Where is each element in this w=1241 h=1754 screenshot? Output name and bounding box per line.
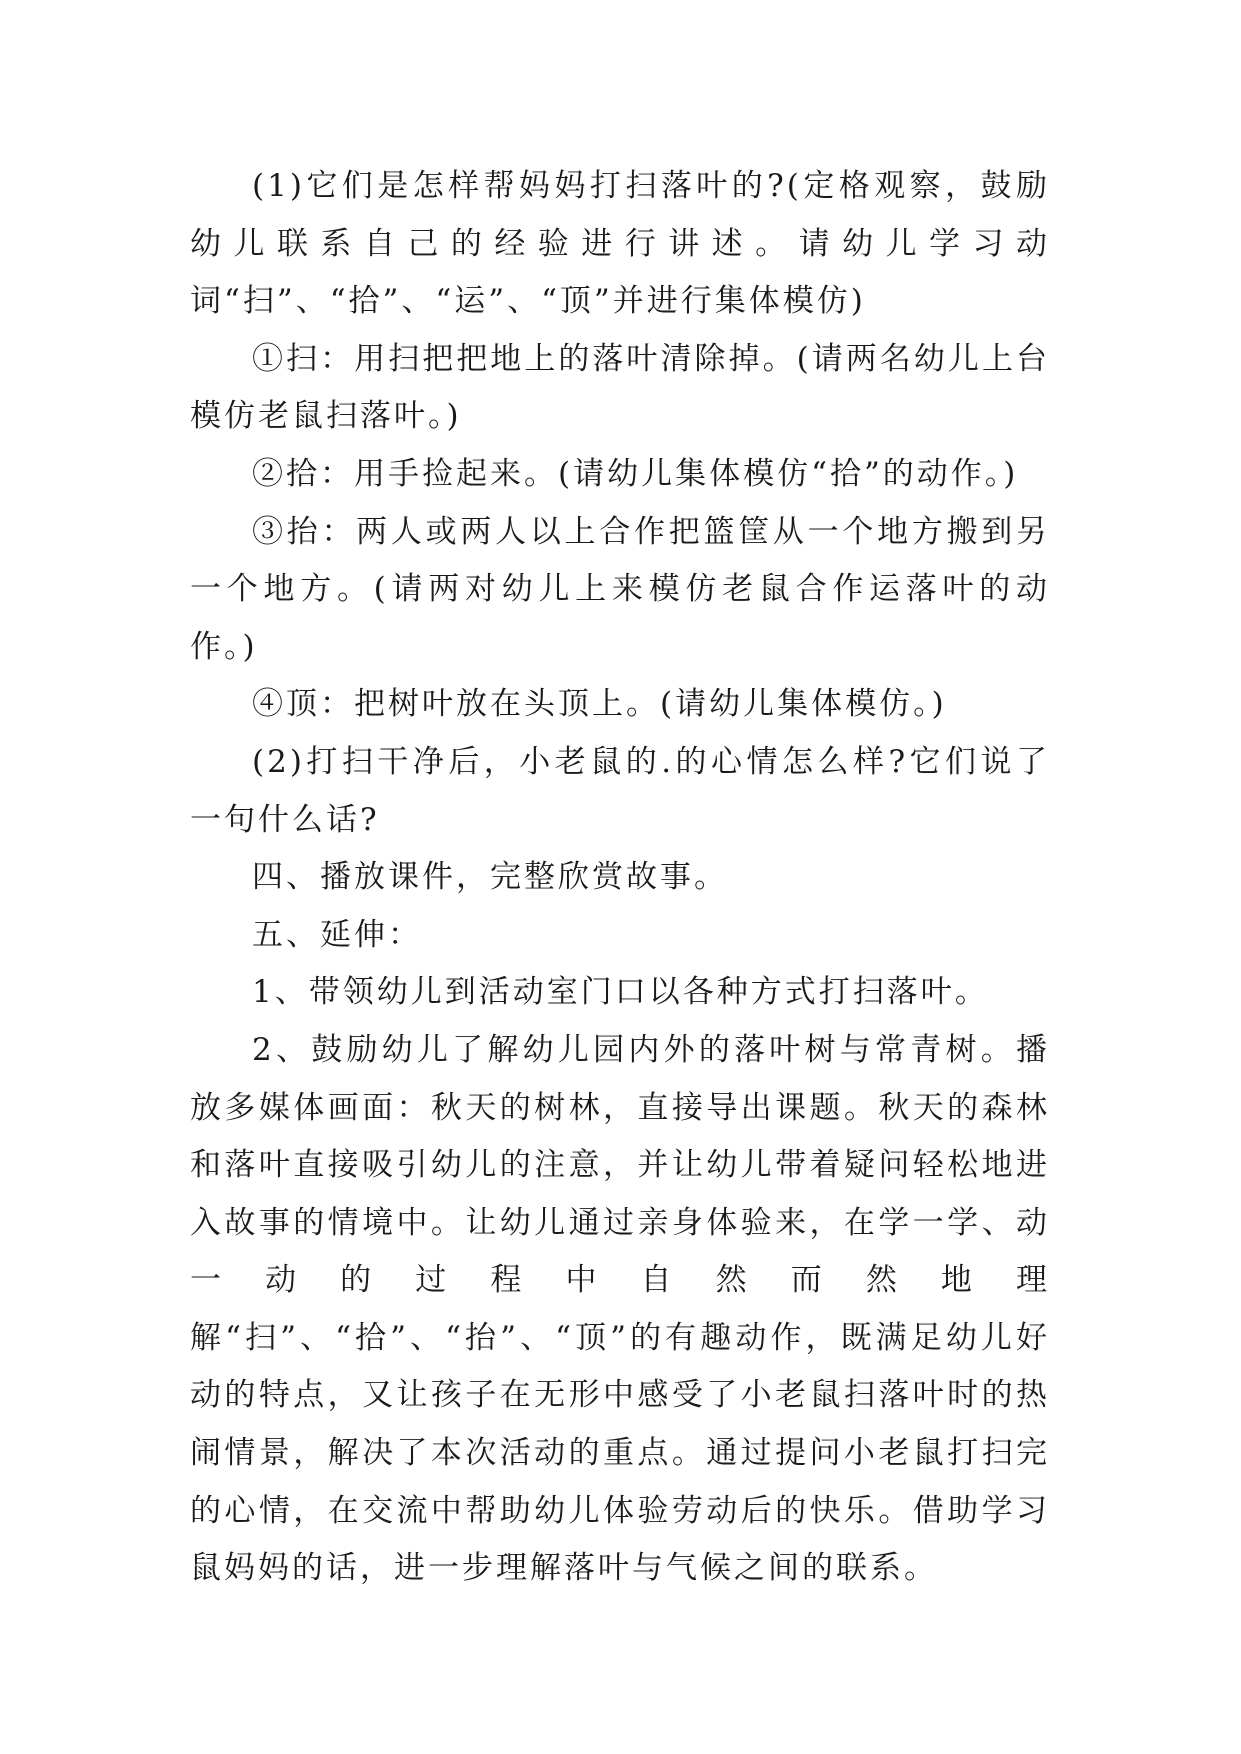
- paragraph-question-2: (2)打扫干净后，小老鼠的.的心情怎么样?它们说了一句什么话?: [190, 743, 1050, 838]
- paragraph-question-1: (1)它们是怎样帮妈妈打扫落叶的?(定格观察，鼓励幼儿联系自己的经验进行讲述。请幼儿学习动词“扫”、“拾”、“运”、“顶”并进行集体模仿): [190, 168, 1050, 320]
- section-heading-four: 四、播放课件，完整欣赏故事。: [252, 859, 728, 896]
- paragraph-head-carry: ④顶：把树叶放在头顶上。(请幼儿集体模仿。): [252, 686, 947, 723]
- document-body: [190, 158, 1050, 1598]
- extension-item-1: 1、带领幼儿到活动室门口以各种方式打扫落叶。: [252, 974, 989, 1011]
- paragraph-pick-up: ②拾：用手捡起来。(请幼儿集体模仿“拾”的动作。): [252, 455, 1019, 492]
- section-heading-five: 五、延伸：: [252, 916, 422, 953]
- extension-item-2: 2、鼓励幼儿了解幼儿园内外的落叶树与常青树。播放多媒体画面：秋天的树林，直接导出课题。秋天的森林和落叶直接吸引幼儿的注意，并让幼儿带着疑问轻松地进入故事的情境中。让幼儿通过亲身体验来，在学一学、动一动的过程中自然而然地理解“扫”、“拾”、“抬”、“顶”的有趣动作，既满足幼儿好动的特点，又让孩子在无形中感受了小老鼠扫落叶时的热闹情景，解决了本次活动的重点。通过提问小老鼠打扫完的心情，在交流中帮助幼儿体验劳动后的快乐。借助学习鼠妈妈的话，进一步理解落叶与气候之间的联系。: [190, 1031, 1050, 1587]
- paragraph-sweep: ①扫：用扫把把地上的落叶清除掉。(请两名幼儿上台模仿老鼠扫落叶。): [190, 340, 1050, 435]
- paragraph-carry: ③抬：两人或两人以上合作把篮筐从一个地方搬到另一个地方。(请两对幼儿上来模仿老鼠合作运落叶的动作。): [190, 513, 1050, 665]
